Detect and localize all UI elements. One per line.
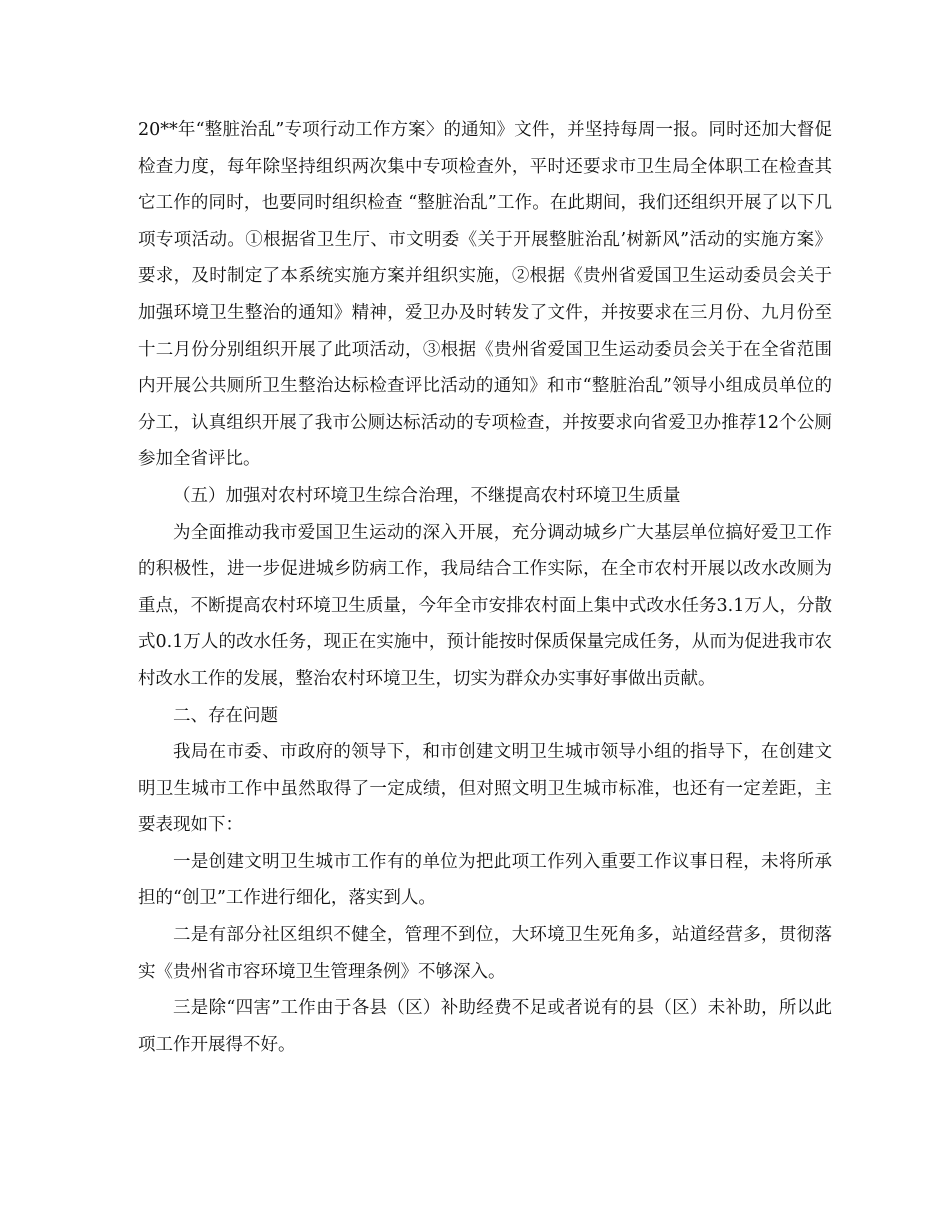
paragraph-problem-three: 三是除“四害”工作由于各县（区）补助经费不足或者说有的县（区）未补助，所以此项工作开展得不好。: [138, 998, 832, 1055]
section-heading-problems: 二、存在问题: [173, 705, 278, 726]
paragraph-rural-sanitation: 为全面推动我市爱国卫生运动的深入开展，充分调动城乡广大基层单位搞好爱卫工作的积极性，进一步促进城乡防病工作，我局结合工作实际，在全市农村开展以改水改厕为重点，不断提高农村环境卫生质量，今年全市安排农村面上集中式改水任务3.1万人，分散式0.1万人的改水任务，现正在实施中，预计能按时保质保量完成任务，从而为促进我市农村改水工作的发展，整治农村环境卫生，切实为群众办实事好事做出贡献。: [138, 522, 832, 689]
section-heading-five: （五）加强对农村环境卫生综合治理，不继提高农村环境卫生质量: [173, 485, 681, 506]
paragraph-continuation: 20**年“整脏治乱”专项行动工作方案〉的通知》文件，并坚持每周一报。同时还加大督促检查力度，每年除坚持组织两次集中专项检查外，平时还要求市卫生局全体职工在检查其它工作的同时，也要同时组织检查 “整脏治乱”工作。在此期间，我们还组织开展了以下几项专项活动。①根据省卫生厅、市文明委《关于开展整脏治乱’树新风”活动的实施方案》要求，及时制定了本系统实施方案并组织实施，②根据《贵州省爱国卫生运动委员会关于加强环境卫生整治的通知》精神，爱卫办及时转发了文件，并按要求在三月份、九月份至十二月份分别组织开展了此项活动，③根据《贵州省爱国卫生运动委员会关于在全省范围内开展公共厕所卫生整治达标检查评比活动的通知》和市“整脏治乱”领导小组成员单位的分工，认真组织开展了我市公厕达标活动的专项检查，并按要求向省爱卫办推荐12个公厕参加全省评比。: [138, 120, 832, 470]
paragraph-problem-one: 一是创建文明卫生城市工作有的单位为把此项工作列入重要工作议事日程，未将所承担的“创卫”工作进行细化，落实到人。: [138, 851, 832, 909]
paragraph-problem-two: 二是有部分社区组织不健全，管理不到位，大环境卫生死角多，站道经营多，贯彻落实《贵州省市容环境卫生管理条例》不够深入。: [138, 925, 832, 982]
paragraph-problems-intro: 我局在市委、市政府的领导下，和市创建文明卫生城市领导小组的指导下，在创建文明卫生城市工作中虽然取得了一定成绩，但对照文明卫生城市标准，也还有一定差距，主要表现如下：: [138, 742, 832, 836]
